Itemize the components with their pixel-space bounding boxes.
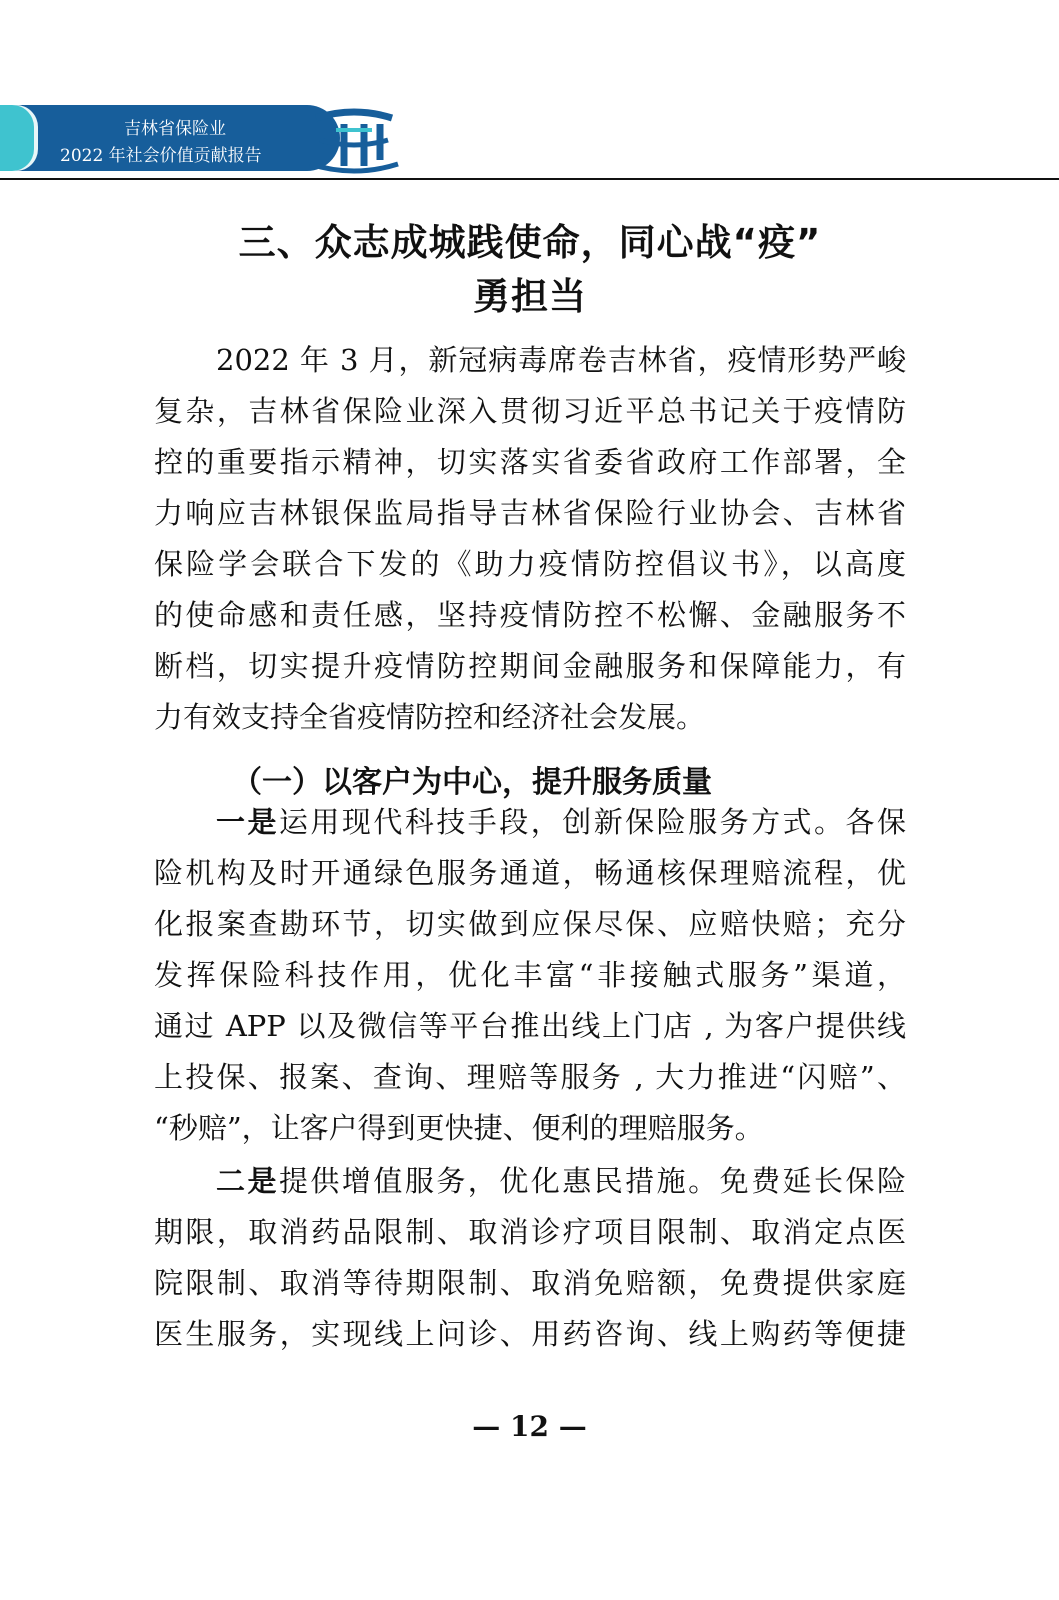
header-rule [0, 178, 1059, 180]
intro-line: 复杂，吉林省保险业深入贯彻习近平总书记关于疫情防 [154, 394, 906, 428]
para1-line: 上投保、报案、查询、理赔等服务 , 大力推进“闪赔”、 [154, 1060, 906, 1094]
intro-line: 保险学会联合下发的《助力疫情防控倡议书》，以高度 [154, 547, 906, 581]
para2-line: 院限制、取消等待期限制、取消免赔额，免费提供家庭 [154, 1266, 906, 1300]
para1-line: 发挥保险科技作用，优化丰富“非接触式服务”渠道， [154, 958, 906, 992]
intro-line: 2022 年 3 月，新冠病毒席卷吉林省，疫情形势严峻 [216, 343, 906, 377]
subsection-heading: （一）以客户为中心，提升服务质量 [232, 765, 712, 800]
para1-first-text: 运用现代科技手段，创新保险服务方式。各保 [278, 805, 906, 839]
intro-line: 的使命感和责任感，坚持疫情防控不松懈、金融服务不 [154, 598, 906, 632]
para2-lead: 二是 [216, 1164, 279, 1198]
para1-lead: 一是 [216, 805, 279, 839]
para1-first-line [216, 804, 906, 840]
para2-first-text: 提供增值服务，优化惠民措施。免费延长保险 [278, 1164, 906, 1198]
para1-line: 化报案查勘环节，切实做到应保尽保、应赔快赔；充分 [154, 907, 906, 941]
para2-line: 医生服务，实现线上问诊、用药咨询、线上购药等便捷 [154, 1317, 906, 1351]
emblem-logo [306, 104, 402, 176]
section-title-line1: 三、众志成城践使命，同心战“疫” [238, 221, 822, 264]
header-cap [0, 105, 34, 171]
para2-first-line [216, 1163, 906, 1199]
intro-line: 断档，切实提升疫情防控期间金融服务和保障能力，有 [154, 649, 906, 683]
para1-line: “秒赔”，让客户得到更快捷、便利的理赔服务。 [154, 1111, 764, 1145]
intro-line: 控的重要指示精神，切实落实省委省政府工作部署，全 [154, 445, 906, 479]
report-title: 2022 年社会价值贡献报告 [60, 146, 262, 166]
page-number: — 12 — [472, 1410, 587, 1443]
intro-line: 力响应吉林银保监局指导吉林省保险行业协会、吉林省 [154, 496, 906, 530]
section-title-line2: 勇担当 [473, 275, 587, 318]
report-org: 吉林省保险业 [124, 119, 226, 139]
para1-line: 险机构及时开通绿色服务通道，畅通核保理赔流程，优 [154, 856, 906, 890]
para2-line: 期限，取消药品限制、取消诊疗项目限制、取消定点医 [154, 1215, 906, 1249]
para1-line: 通过 APP 以及微信等平台推出线上门店 , 为客户提供线 [154, 1009, 906, 1043]
intro-line: 力有效支持全省疫情防控和经济社会发展。 [154, 700, 706, 734]
